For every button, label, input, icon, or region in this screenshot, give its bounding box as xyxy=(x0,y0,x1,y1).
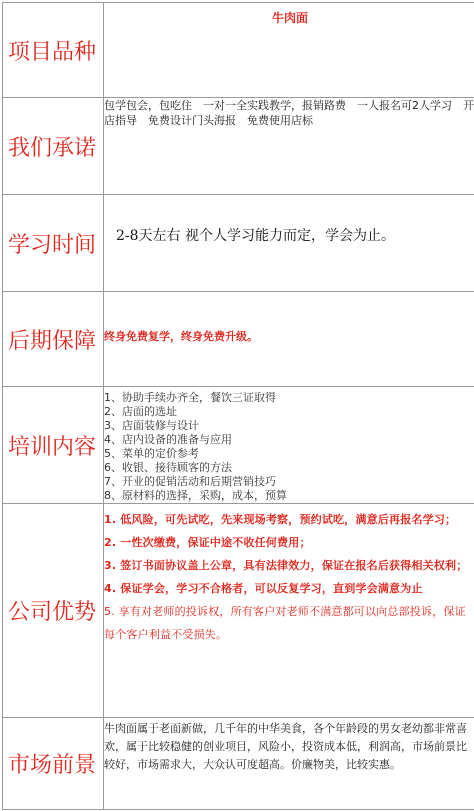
training-item: 5、菜单的定价参考 xyxy=(104,447,199,460)
advantage-item: 5. 享有对老师的投诉权，所有客户对老师不满意都可以向总部投诉，保证每个客户利益不受损失。 xyxy=(104,605,466,641)
label-training: 培训内容 xyxy=(3,387,104,504)
promise-value: 包学包会，包吃住 一对一全实践教学，报销路费 一人报名可2人学习 开店指导 免费设计门头海报 免费使用店标 xyxy=(104,98,474,195)
label-market: 市场前景 xyxy=(3,718,104,810)
after-service-value: 终身免费复学，终身免费升级。 xyxy=(104,292,474,387)
row-study-time xyxy=(3,195,474,292)
label-promise: 我们承诺 xyxy=(3,98,104,195)
training-item: 3、店面装修与设计 xyxy=(104,419,199,432)
label-advantage: 公司优势 xyxy=(3,504,104,718)
info-table xyxy=(2,2,474,810)
advantage-item: 1. 低风险，可先试吃，先来现场考察，预约试吃，满意后再报名学习； xyxy=(104,513,457,526)
advantage-list xyxy=(104,504,474,718)
advantage-item: 2. 一性次缴费，保证中途不收任何费用； xyxy=(104,536,311,549)
training-item: 2、店面的选址 xyxy=(104,405,177,418)
row-market xyxy=(3,718,474,810)
training-item: 8、原材料的选择，采购，成本，预算 xyxy=(104,489,287,502)
row-advantage xyxy=(3,504,474,718)
training-item: 1、协助手续办齐全，餐饮三证取得 xyxy=(104,391,276,404)
product-value: 牛肉面 xyxy=(104,3,474,98)
advantage-item: 3. 签订书面协议盖上公章，具有法律效力，保证在报名后获得相关权利； xyxy=(104,559,468,572)
training-item: 7、开业的促销活动和后期营销技巧 xyxy=(104,475,276,488)
advantage-item: 4. 保证学会，学习不合格者，可以反复学习，直到学会满意为止 xyxy=(104,582,423,595)
label-after-service: 后期保障 xyxy=(3,292,104,387)
row-promise xyxy=(3,98,474,195)
row-training xyxy=(3,387,474,504)
study-time-value: 2-8天左右 视个人学习能力而定，学会为止。 xyxy=(104,195,474,292)
training-list xyxy=(104,387,474,504)
training-item: 4、店内设备的准备与应用 xyxy=(104,433,232,446)
row-product xyxy=(3,3,474,98)
training-item: 6、收银、接待顾客的方法 xyxy=(104,461,232,474)
row-after-service xyxy=(3,292,474,387)
label-product: 项目品种 xyxy=(3,3,104,98)
label-study-time: 学习时间 xyxy=(3,195,104,292)
market-value: 牛肉面属于老面新做，几千年的中华美食，各个年龄段的男女老幼都非常喜欢，属于比较稳健的创业项目，风险小，投资成本低，利润高，市场前景比较好，市场需求大，大众认可度超高。价廉物美，比较实惠。 xyxy=(104,718,474,810)
